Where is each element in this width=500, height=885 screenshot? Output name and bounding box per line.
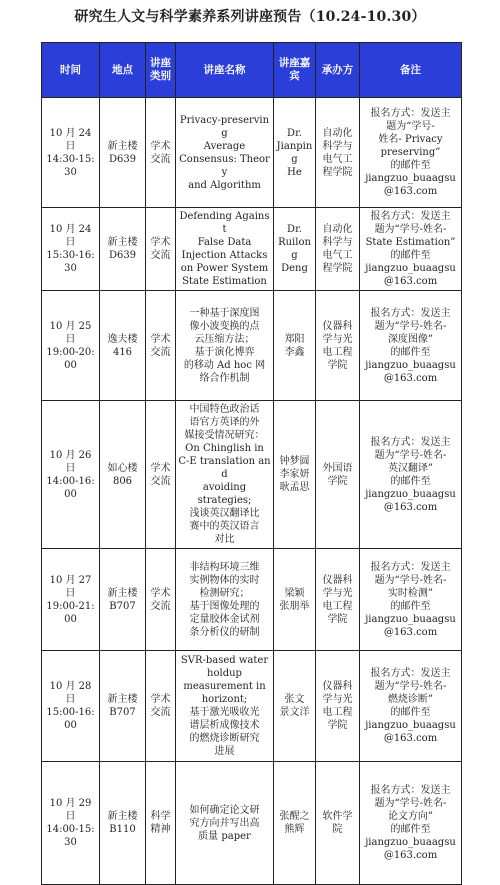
host-cell-line: 仪器科 xyxy=(322,681,353,692)
place-cell-line: D639 xyxy=(108,153,137,165)
type-cell-line: 交流 xyxy=(150,707,171,718)
type-cell xyxy=(146,208,176,291)
host-cell-line: 电工程 xyxy=(322,600,353,612)
note-cell-line: 题为“学号-姓名- xyxy=(374,449,447,461)
note-cell xyxy=(360,762,462,885)
host-cell-line: 软件学 xyxy=(322,811,353,822)
time-cell-line: 14:00-15:30 xyxy=(46,824,95,848)
note-cell-line: jiangzuo_buaagsu xyxy=(365,837,456,848)
lecture-name-cell xyxy=(176,291,274,401)
header-place: 地点 xyxy=(100,43,146,98)
note-cell-line: @163.com xyxy=(383,626,438,638)
time-cell-line: 10 月 29 日 xyxy=(49,798,92,822)
place-cell-line: 新主楼 xyxy=(107,811,138,822)
note-cell-line: 题为“学号-姓名- xyxy=(374,574,447,586)
table-row xyxy=(42,762,462,885)
note-cell-line: 题为“学号-姓名- xyxy=(374,798,447,809)
note-cell-line: 报名方式：发送主 xyxy=(370,211,451,222)
note-cell-line: 的邮件至 xyxy=(390,160,431,171)
lecture-name-cell-line: 条分析仪的研制 xyxy=(189,626,260,638)
lecture-name-cell xyxy=(176,401,274,549)
note-cell-line: 英汉翻译” xyxy=(387,462,434,474)
lecture-name-cell-line: 实例物体的实时 xyxy=(189,574,260,586)
table-row xyxy=(42,208,462,291)
host-cell xyxy=(316,651,360,762)
place-cell-line: 新主楼 xyxy=(107,587,138,599)
place-cell-line: 逸夫楼 xyxy=(107,333,138,345)
guest-cell xyxy=(274,291,316,401)
host-cell-line: 学院 xyxy=(327,475,348,487)
time-cell-line: 10 月 24 日 xyxy=(49,127,92,152)
lecture-name-cell-line: Privacy-preserving xyxy=(179,114,270,139)
host-cell-line: 电气工 xyxy=(322,153,353,165)
lecture-name-cell-line: False Data xyxy=(197,237,252,248)
place-cell xyxy=(100,98,146,208)
lecture-name-cell xyxy=(176,549,274,651)
lecture-name-cell-line: 云压缩方法； xyxy=(194,333,255,345)
lecture-name-cell-line: 质量 paper xyxy=(198,830,251,842)
note-cell-line: 深度图像” xyxy=(387,333,434,345)
lecture-name-cell-line: Defending Against xyxy=(179,211,270,235)
header-note: 备注 xyxy=(360,43,462,98)
guest-cell-line: 熊辉 xyxy=(284,824,305,835)
note-cell-line: 的邮件至 xyxy=(390,824,431,835)
guest-cell-line: 钟梦圆 xyxy=(279,456,310,467)
note-cell-line: 的邮件至 xyxy=(390,475,431,487)
table-row xyxy=(42,291,462,401)
lecture-name-cell-line: 浅谈英汉翻译比 xyxy=(189,508,260,519)
place-cell-line: B707 xyxy=(109,600,136,612)
place-cell xyxy=(100,651,146,762)
guest-cell xyxy=(274,98,316,208)
lecture-name-cell-line: 非结构环境三维 xyxy=(189,561,260,573)
guest-cell-line: 张文 xyxy=(284,694,305,705)
lecture-name-cell-line: horizont; xyxy=(201,694,248,705)
type-cell xyxy=(146,762,176,885)
note-cell-line: 实时检测” xyxy=(387,587,434,599)
guest-cell-line: He xyxy=(287,166,302,178)
lecture-name-cell-line: avoiding xyxy=(202,482,247,493)
lecture-name-cell-line: on Power System xyxy=(180,263,269,274)
place-cell xyxy=(100,549,146,651)
type-cell-line: 交流 xyxy=(150,600,171,612)
host-cell-line: 仪器科 xyxy=(322,320,353,332)
note-cell xyxy=(360,98,462,208)
lecture-name-cell-line: 基于激光吸收光 xyxy=(189,707,260,718)
time-cell xyxy=(42,98,100,208)
host-cell-line: 学与光 xyxy=(322,694,353,705)
type-cell xyxy=(146,401,176,549)
table-row xyxy=(42,98,462,208)
host-cell-line: 科学与 xyxy=(322,140,353,152)
note-cell-line: jiangzuo_buaagsu xyxy=(365,488,456,500)
guest-cell xyxy=(274,762,316,885)
guest-cell-line: 郑阳 xyxy=(284,333,305,345)
note-cell-line: jiangzuo_buaagsu xyxy=(365,720,456,731)
note-cell-line: @163.com xyxy=(383,372,438,384)
note-cell xyxy=(360,651,462,762)
lecture-name-cell-line: 基于图像处理的 xyxy=(189,600,260,612)
note-cell-line: 的邮件至 xyxy=(390,600,431,612)
guest-cell xyxy=(274,549,316,651)
type-cell-line: 交流 xyxy=(150,475,171,487)
guest-cell-line: Dr. xyxy=(287,127,302,139)
note-cell xyxy=(360,291,462,401)
type-cell-line: 精神 xyxy=(150,824,171,835)
host-cell-line: 程学院 xyxy=(322,263,353,274)
lecture-name-cell-line: 如何确定论文研 xyxy=(189,804,260,816)
note-cell-line: 题为“学号- xyxy=(386,121,435,132)
host-cell-line: 自动化 xyxy=(322,127,353,139)
note-cell-line: 的邮件至 xyxy=(390,707,431,718)
note-cell-line: preserving” xyxy=(380,147,441,158)
lecture-name-cell-line: 的移动 Ad hoc 网 xyxy=(183,359,266,371)
host-cell-line: 学院 xyxy=(327,720,348,731)
header-time: 时间 xyxy=(42,43,100,98)
lecture-name-cell xyxy=(176,98,274,208)
time-cell-line: 10 月 25 日 xyxy=(49,320,92,345)
place-cell-line: B110 xyxy=(109,824,136,835)
header-guest: 讲座嘉宾 xyxy=(274,43,316,98)
lecture-name-cell-line: 的燃烧诊断研究 xyxy=(189,733,260,744)
table-row xyxy=(42,549,462,651)
time-cell-line: 10 月 27 日 xyxy=(49,574,92,599)
type-cell xyxy=(146,98,176,208)
time-cell xyxy=(42,401,100,549)
time-cell-line: 10 月 26 日 xyxy=(49,449,92,474)
note-cell-line: @163.com xyxy=(383,850,438,861)
note-cell-line: @163.com xyxy=(383,276,438,287)
note-cell-line: 题为“学号-姓名- xyxy=(374,224,447,235)
guest-cell xyxy=(274,208,316,291)
header-host: 承办方 xyxy=(316,43,360,98)
lecture-name-cell-line: 中国特色政治话 xyxy=(189,404,260,415)
lecture-name-cell-line: 络合作机制 xyxy=(199,372,250,384)
type-cell xyxy=(146,291,176,401)
host-cell-line: 学与光 xyxy=(322,333,353,345)
guest-cell-line: 景文洋 xyxy=(279,707,310,718)
lecture-name-cell-line: Consensus: Theory xyxy=(179,153,270,178)
lecture-name-cell-line: Average xyxy=(203,140,246,152)
time-cell xyxy=(42,651,100,762)
host-cell xyxy=(316,549,360,651)
table-row xyxy=(42,401,462,549)
note-cell-line: 的邮件至 xyxy=(390,250,431,261)
guest-cell-line: Dr. xyxy=(287,224,302,235)
lecture-name-cell xyxy=(176,762,274,885)
place-cell xyxy=(100,762,146,885)
host-cell-line: 学与光 xyxy=(322,587,353,599)
place-cell-line: 新主楼 xyxy=(107,140,138,152)
time-cell-line: 15:00-16:00 xyxy=(46,707,95,731)
time-cell xyxy=(42,208,100,291)
guest-cell-line: 张朋举 xyxy=(279,600,310,612)
lecture-name-cell-line: 赛中的英汉语言 xyxy=(189,521,260,532)
note-cell-line: 报名方式：发送主 xyxy=(370,307,451,319)
lecture-name-cell-line: 语官方英译的外 xyxy=(189,417,260,428)
host-cell-line: 学院 xyxy=(327,359,348,371)
note-cell-line: 报名方式：发送主 xyxy=(370,436,451,448)
type-cell xyxy=(146,651,176,762)
lecture-name-cell-line: holdup xyxy=(207,668,242,679)
host-cell-line: 学院 xyxy=(327,613,348,625)
note-cell xyxy=(360,401,462,549)
type-cell-line: 科学 xyxy=(150,811,171,822)
type-cell-line: 学术 xyxy=(150,587,171,599)
note-cell-line: @163.com xyxy=(383,733,438,744)
guest-cell xyxy=(274,651,316,762)
type-cell-line: 学术 xyxy=(150,237,171,248)
table-row xyxy=(42,651,462,762)
note-cell-line: jiangzuo_buaagsu xyxy=(365,613,456,625)
lecture-name-cell-line: and Algorithm xyxy=(188,179,261,191)
place-cell-line: 如心楼 xyxy=(107,462,138,474)
table-header-row xyxy=(42,43,462,98)
guest-cell-line: 张醒之 xyxy=(279,811,310,822)
host-cell-line: 仪器科 xyxy=(322,574,353,586)
note-cell-line: 报名方式：发送主 xyxy=(370,561,451,573)
time-cell xyxy=(42,291,100,401)
note-cell-line: 题为“学号-姓名- xyxy=(374,320,447,332)
place-cell-line: 新主楼 xyxy=(107,694,138,705)
guest-cell-line: 梁颖 xyxy=(284,587,305,599)
place-cell-line: 806 xyxy=(112,475,133,487)
note-cell-line: 题为“学号-姓名- xyxy=(374,681,447,692)
guest-cell xyxy=(274,401,316,549)
note-cell-line: 报名方式：发送主 xyxy=(370,668,451,679)
host-cell-line: 程学院 xyxy=(322,166,353,178)
type-cell-line: 学术 xyxy=(150,140,171,152)
time-cell-line: 19:00-20:00 xyxy=(46,346,95,371)
lecture-name-cell-line: 媒接受情况研究： xyxy=(184,430,265,441)
place-cell xyxy=(100,291,146,401)
time-cell xyxy=(42,762,100,885)
lecture-name-cell-line: 检测研究； xyxy=(199,587,250,599)
time-cell xyxy=(42,549,100,651)
time-cell-line: 14:00-16:00 xyxy=(46,475,95,500)
note-cell-line: 燃烧诊断” xyxy=(387,694,434,705)
lecture-name-cell-line: 进展 xyxy=(214,746,235,757)
header-name: 讲座名称 xyxy=(176,43,274,98)
place-cell xyxy=(100,208,146,291)
header-type: 讲座类别 xyxy=(146,43,176,98)
host-cell-line: 外国语 xyxy=(322,462,353,474)
lecture-name-cell-line: 基于演化博弈 xyxy=(194,346,255,358)
host-cell-line: 自动化 xyxy=(322,224,353,235)
host-cell xyxy=(316,208,360,291)
lecture-name-cell-line: 谱层析成像技术 xyxy=(189,720,260,731)
note-cell-line: 报名方式：发送主 xyxy=(370,108,451,119)
note-cell-line: @163.com xyxy=(383,186,438,197)
lecture-name-cell-line: 对比 xyxy=(214,534,235,545)
lecture-name-cell-line: SVR-based water xyxy=(180,655,269,666)
guest-cell-line: 李家妍 xyxy=(279,469,310,480)
note-cell-line: 姓名- Privacy xyxy=(378,134,443,145)
type-cell-line: 交流 xyxy=(150,153,171,165)
note-cell-line: jiangzuo_buaagsu xyxy=(365,359,456,371)
time-cell-line: 19:00-21:00 xyxy=(46,600,95,625)
note-cell xyxy=(360,208,462,291)
note-cell-line: jiangzuo_buaagsu xyxy=(365,173,456,184)
lecture-name-cell-line: C-E translation and xyxy=(178,456,271,480)
note-cell-line: jiangzuo_buaagsu xyxy=(365,263,456,274)
lecture-name-cell-line: 究方向并写出高 xyxy=(189,817,260,829)
place-cell-line: D639 xyxy=(108,250,137,261)
guest-cell-line: 李鑫 xyxy=(284,346,305,358)
host-cell xyxy=(316,401,360,549)
place-cell-line: 416 xyxy=(112,346,133,358)
page-title: 研究生人文与科学素养系列讲座预告（10.24-10.30） xyxy=(74,9,426,25)
note-cell-line: State Estimation” xyxy=(365,237,456,248)
note-cell-line: 报名方式：发送主 xyxy=(370,785,451,796)
lecture-name-cell-line: Injection Attacks xyxy=(181,250,268,261)
place-cell xyxy=(100,401,146,549)
lecture-name-cell-line: strategies; xyxy=(197,495,252,506)
lecture-name-cell-line: 像小波变换的点 xyxy=(189,320,260,332)
note-cell-line: @163.com xyxy=(383,501,438,513)
lecture-name-cell xyxy=(176,651,274,762)
host-cell-line: 科学与 xyxy=(322,237,353,248)
note-cell-line: 的邮件至 xyxy=(390,346,431,358)
type-cell-line: 学术 xyxy=(150,694,171,705)
time-cell-line: 14:30-15:30 xyxy=(46,153,95,178)
host-cell-line: 院 xyxy=(332,824,343,835)
lecture-name-cell-line: State Estimation xyxy=(182,276,267,287)
type-cell-line: 交流 xyxy=(150,250,171,261)
lecture-name-cell-line: 定量胶体金试剂 xyxy=(189,613,260,625)
place-cell-line: B707 xyxy=(109,707,136,718)
type-cell-line: 学术 xyxy=(150,462,171,474)
guest-cell-line: Jianping xyxy=(276,140,313,165)
guest-cell-line: Ruilong xyxy=(278,237,311,261)
type-cell xyxy=(146,549,176,651)
time-cell-line: 10 月 28 日 xyxy=(49,681,92,705)
guest-cell-line: Deng xyxy=(281,263,308,274)
lecture-name-cell-line: On Chinglish in xyxy=(185,443,264,454)
host-cell xyxy=(316,98,360,208)
host-cell-line: 电工程 xyxy=(322,707,353,718)
type-cell-line: 交流 xyxy=(150,346,171,358)
lecture-name-cell-line: measurement in xyxy=(183,681,266,692)
host-cell-line: 电气工 xyxy=(322,250,353,261)
host-cell xyxy=(316,291,360,401)
note-cell-line: 论文方向” xyxy=(387,811,434,822)
place-cell-line: 新主楼 xyxy=(107,237,138,248)
time-cell-line: 15:30-16:30 xyxy=(46,250,95,274)
host-cell xyxy=(316,762,360,885)
lecture-schedule-table xyxy=(41,42,462,885)
type-cell-line: 学术 xyxy=(150,333,171,345)
lecture-name-cell xyxy=(176,208,274,291)
host-cell-line: 电工程 xyxy=(322,346,353,358)
lecture-name-cell-line: 一种基于深度图 xyxy=(189,307,260,319)
guest-cell-line: 耿孟思 xyxy=(279,482,310,493)
time-cell-line: 10 月 24 日 xyxy=(49,224,92,248)
note-cell xyxy=(360,549,462,651)
